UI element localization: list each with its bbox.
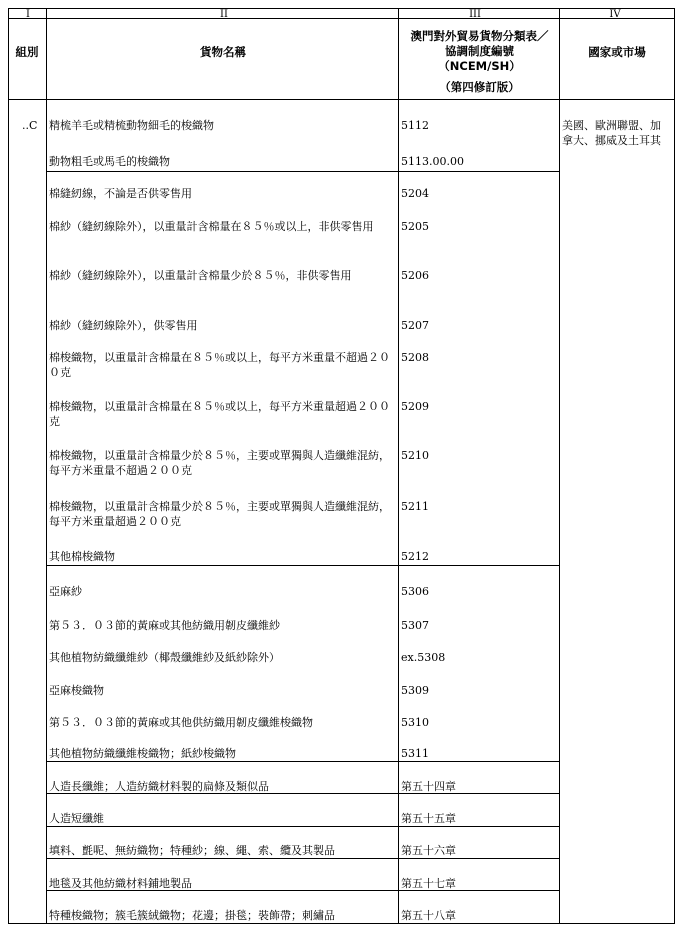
goods-description: 第５３．０３節的黃麻或其他供紡織用韌皮纖維梭織物	[49, 716, 313, 729]
goods-description: 其他棉梭織物	[49, 550, 115, 563]
group-rule	[46, 858, 399, 859]
tariff-code: 5211	[401, 500, 429, 513]
code-rule	[398, 826, 560, 827]
goods-description: 精梳羊毛或精梳動物細毛的梭織物	[49, 119, 214, 132]
code-rule	[398, 761, 560, 762]
tariff-code: 5212	[401, 550, 429, 563]
tariff-code: 5210	[401, 449, 429, 462]
group-code: ..C	[22, 119, 38, 132]
tariff-code: 第五十八章	[401, 909, 456, 922]
tariff-code: 5209	[401, 400, 429, 413]
header-code-line: 協調制度編號	[445, 44, 514, 58]
tariff-code: 5113.00.00	[401, 155, 464, 168]
goods-description: 特種梭織物；簇毛簇絨織物；花邊；掛毯；裝飾帶；刺繡品	[49, 909, 335, 922]
tariff-code: 5310	[401, 716, 429, 729]
tariff-code: 5112	[401, 119, 429, 132]
goods-description: 填料、氈呢、無紡織物；特種紗；線、繩、索、纜及其製品	[49, 844, 335, 857]
tariff-code: 5204	[401, 187, 429, 200]
goods-description: 人造長纖維；人造紡織材料製的扁條及類似品	[49, 780, 269, 793]
tariff-code: 第五十四章	[401, 780, 456, 793]
header-goods: 貨物名稱	[200, 45, 246, 59]
tariff-code: 第五十六章	[401, 844, 456, 857]
tariff-code: 第五十五章	[401, 812, 456, 825]
table-border-top	[8, 8, 675, 9]
tariff-code: 5309	[401, 684, 429, 697]
col-number-4: IV	[609, 9, 621, 20]
col-number-3: III	[469, 9, 481, 20]
code-rule	[398, 858, 560, 859]
goods-description: 棉梭織物，以重量計含棉量少於８５％，主要或單獨與人造纖維混紡，每平方米重量不超過２００克	[49, 449, 390, 477]
goods-description: 動物粗毛或馬毛的梭織物	[49, 155, 170, 168]
goods-description: 亞麻紗	[49, 585, 82, 598]
col-number-rule	[8, 18, 675, 19]
tariff-code: 5205	[401, 220, 429, 233]
goods-description: 棉紗（縫紉線除外），供零售用	[49, 319, 198, 332]
tariff-code: 5306	[401, 585, 429, 598]
col-number-1: I	[26, 9, 30, 20]
tariff-code: 5206	[401, 269, 429, 282]
code-rule	[398, 171, 560, 172]
col-divider-1	[46, 8, 47, 924]
header-code-line: （NCEM/SH）	[438, 59, 521, 73]
goods-description: 棉梭織物，以重量計含棉量在８５％或以上，每平方米重量不超過２００克	[49, 351, 390, 379]
tariff-code: ex.5308	[401, 651, 446, 664]
group-rule	[46, 171, 399, 172]
group-rule	[46, 565, 399, 566]
group-rule	[46, 826, 399, 827]
goods-description: 棉紗（縫紉線除外），以重量計含棉量在８５％或以上，非供零售用	[49, 220, 374, 233]
header-code	[399, 29, 560, 95]
table-border-right	[674, 8, 675, 924]
market-list: 美國、歐洲聯盟、加拿大、挪威及土耳其	[562, 119, 661, 147]
header-market: 國家或市場	[588, 45, 646, 59]
table-border-bottom	[8, 923, 675, 924]
col-divider-3	[559, 8, 560, 924]
tariff-code: 5207	[401, 319, 429, 332]
group-rule	[46, 761, 399, 762]
goods-description: 棉縫紉線，不論是否供零售用	[49, 187, 192, 200]
tariff-code: 5307	[401, 619, 429, 632]
col-number-2: II	[220, 9, 228, 20]
code-rule	[398, 565, 560, 566]
tariff-code: 5208	[401, 351, 429, 364]
header-code-line: 澳門對外貿易貨物分類表／	[410, 29, 549, 43]
goods-description: 棉紗（縫紉線除外），以重量計含棉量少於８５％，非供零售用	[49, 269, 352, 282]
goods-description: 其他植物紡織纖維梭織物；紙紗梭織物	[49, 747, 236, 760]
header-rule	[8, 99, 675, 100]
goods-description: 第５３．０３節的黃麻或其他紡織用韌皮纖維紗	[49, 619, 280, 632]
tariff-code: 第五十七章	[401, 877, 456, 890]
goods-description: 其他植物紡織纖維紗（椰殼纖維紗及紙紗除外）	[49, 651, 280, 664]
goods-description: 棉梭織物，以重量計含棉量在８５％或以上，每平方米重量超過２００克	[49, 400, 390, 428]
header-group: 組別	[15, 45, 39, 59]
goods-description: 棉梭織物，以重量計含棉量少於８５％，主要或單獨與人造纖維混紡，每平方米重量超過２００克	[49, 500, 390, 528]
goods-description: 亞麻梭織物	[49, 684, 104, 697]
goods-description: 人造短纖維	[49, 812, 104, 825]
header-code-line: （第四修訂版）	[439, 80, 520, 94]
tariff-code: 5311	[401, 747, 429, 760]
goods-description: 地毯及其他紡織材料鋪地製品	[49, 877, 192, 890]
table-border-left	[8, 8, 9, 924]
